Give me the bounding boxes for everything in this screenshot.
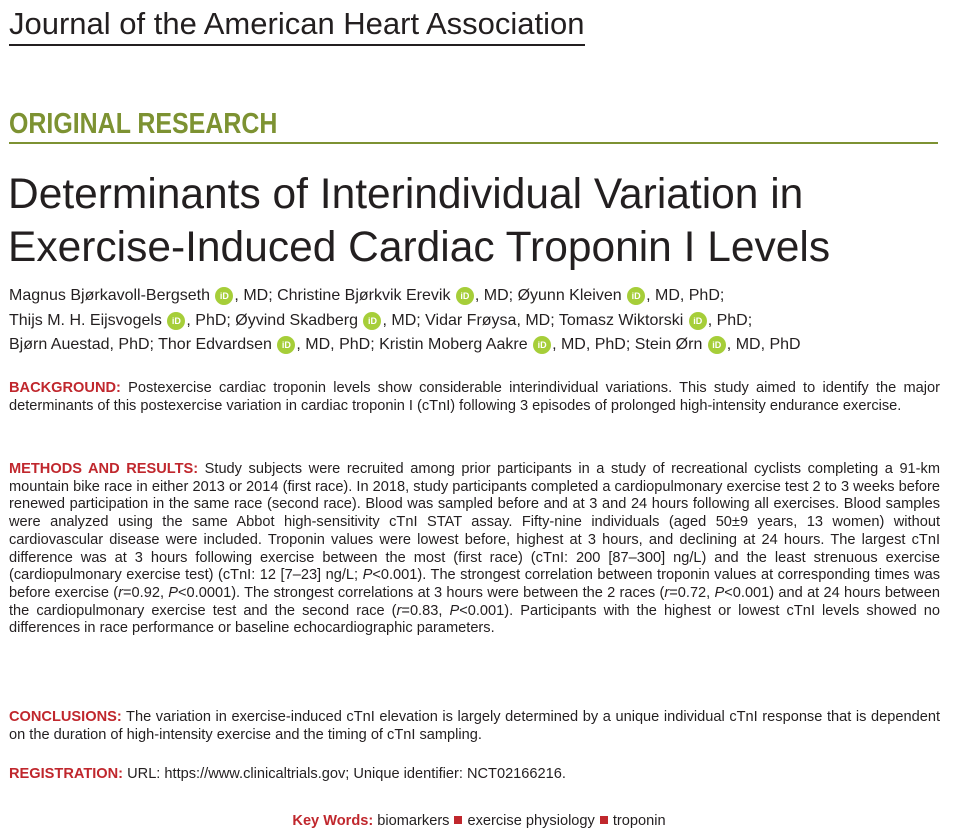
background-label: BACKGROUND: <box>9 380 121 396</box>
orcid-icon[interactable]: iD <box>277 336 295 354</box>
conclusions-text: The variation in exercise-induced cTnI elevation is largely determined by a unique individual cTnI response that is dependent on the duration of high-intensity exercise and the timing of cTnI sampling. <box>9 709 940 743</box>
orcid-icon[interactable]: iD <box>708 336 726 354</box>
methods-text: =0.83, <box>401 602 443 619</box>
background-text: Postexercise cardiac troponin levels show considerable interindividual variations. This study aimed to identify the major determinants of this postexercise variation in cardiac troponin I (cTnI) following 3 episodes of prolonged high-intensity endurance exercise. <box>9 380 940 414</box>
p-symbol: P <box>714 584 725 601</box>
keyword-item: biomarkers <box>377 813 450 829</box>
methods-text: =0.92, <box>123 584 165 601</box>
keywords-label: Key Words: <box>292 813 374 829</box>
author-degree: , PhD; <box>707 311 753 329</box>
author-line-2 <box>9 309 949 334</box>
orcid-icon[interactable]: iD <box>167 312 185 330</box>
author-degree: , MD, PhD; <box>552 336 631 353</box>
p-symbol: P <box>449 602 460 619</box>
methods-text: <0.0001). The strongest correlations at 3 hours were between the 2 races ( <box>178 584 665 601</box>
r-symbol: r <box>396 602 402 619</box>
r-symbol: r <box>664 584 670 601</box>
section-header <box>9 108 938 144</box>
registration-text[interactable]: URL: https://www.clinicaltrials.gov; Unique identifier: NCT02166216. <box>127 766 566 782</box>
author-name: Kristin Moberg Aakre <box>379 336 528 353</box>
keywords <box>0 812 958 830</box>
author-name: Øyunn Kleiven <box>517 287 622 304</box>
author-line-1 <box>9 284 949 309</box>
square-bullet-icon <box>454 816 462 824</box>
author-degree: , MD, PhD; <box>646 287 725 304</box>
conclusions-label: CONCLUSIONS: <box>9 709 122 725</box>
methods-text: <0.001). Participants with the highest or lowest cTnI levels showed no differences in race performance or baseline echocardiographic parameters. <box>9 602 940 637</box>
journal-title: Journal of the American Heart Association <box>9 4 585 46</box>
author-degree: , MD, PhD <box>726 336 801 353</box>
keyword-item: troponin <box>612 813 666 829</box>
author-degree: , MD; <box>234 287 273 304</box>
registration-label: REGISTRATION: <box>9 766 124 782</box>
title-line-2: Exercise-Induced Cardiac Troponin I Levels <box>8 224 831 271</box>
author-degree: , MD; <box>382 311 421 329</box>
title-line-1: Determinants of Interindividual Variation in <box>8 171 804 218</box>
p-symbol: P <box>362 567 373 584</box>
author-name: Thijs M. H. Eijsvogels <box>9 311 162 329</box>
orcid-icon[interactable]: iD <box>363 312 381 330</box>
author-name: Vidar Frøysa, MD; Tomasz Wiktorski <box>425 311 684 329</box>
article-title <box>8 168 948 274</box>
author-name: Stein Ørn <box>634 336 703 353</box>
orcid-icon[interactable]: iD <box>533 336 551 354</box>
author-list <box>9 284 949 358</box>
author-degree: , PhD; <box>186 311 231 329</box>
methods-text: Study subjects were recruited among prior participants in a study of recreational cyclists completing a 91-km mountain bike race in either 2013 or 2014 (first race). In 2018, study participants completed a cardiopulmonary exercise test 2 to 3 weeks before renewed participation in the same race (second race). Blood was sampled before and at 3 and 24 hours following all exercises. Blood samples were analyzed using the same Abbot high-sensitivity cTnI STAT assay. Fifty-nine individuals (aged 50±9 years, 13 women) without cardiovascular disease were included. Troponin values were lowest before, highest at 3 hours, and declining at 24 hours. The largest cTnI difference was at 3 hours following exercise between the most (first race) (cTnI: 200 [87–300] ng/L) and the least strenuous exercise (cardiopulmonary exercise test) (cTnI: 12 [7–23] ng/L; <box>9 461 940 584</box>
author-name: Bjørn Auestad, PhD; Thor Edvardsen <box>9 336 272 353</box>
author-name: Øyvind Skadberg <box>235 311 359 329</box>
square-bullet-icon <box>600 816 608 824</box>
abstract-background <box>9 380 940 415</box>
orcid-icon[interactable]: iD <box>627 287 645 305</box>
author-name: Magnus Bjørkavoll-Bergseth <box>9 287 210 304</box>
methods-text: <0.001) and at 24 hours between the cardiopulmonary exercise test and the second race ( <box>9 584 940 619</box>
p-symbol: P <box>168 584 179 601</box>
abstract-methods-results <box>9 461 940 638</box>
author-line-3 <box>9 333 949 358</box>
r-symbol: r <box>118 584 124 601</box>
author-degree: , MD, PhD; <box>296 336 375 353</box>
orcid-icon[interactable]: iD <box>215 287 233 305</box>
author-degree: , MD; <box>474 287 514 304</box>
keyword-item: exercise physiology <box>467 813 595 829</box>
methods-label: METHODS AND RESULTS: <box>9 461 199 477</box>
author-name: Christine Bjørkvik Erevik <box>277 287 451 304</box>
orcid-icon[interactable]: iD <box>689 312 707 330</box>
abstract-registration <box>9 766 940 784</box>
methods-text: <0.001). The strongest correlation between troponin values at corresponding times was before exercise ( <box>9 567 940 601</box>
orcid-icon[interactable]: iD <box>456 287 474 305</box>
abstract-conclusions <box>9 709 940 744</box>
methods-text: =0.72, <box>669 584 711 601</box>
section-label: ORIGINAL RESEARCH <box>9 108 278 140</box>
